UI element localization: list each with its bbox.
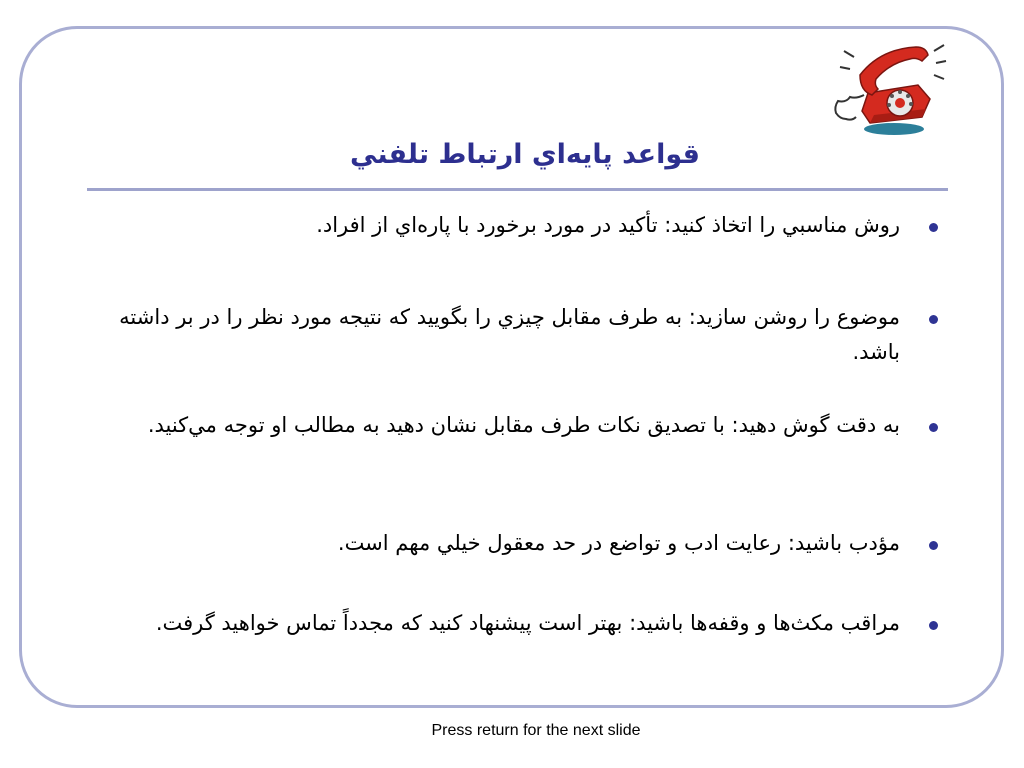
bullet-dot-icon [929,621,938,630]
red-rotary-telephone-icon [830,35,948,140]
bullet-dot-icon [929,423,938,432]
title-divider [87,188,948,191]
bullet-text: مؤدب باشيد: رعايت ادب و تواضع در حد معقول خيلي مهم است. [337,531,900,555]
bullet-text: روش مناسبي را اتخاذ كنيد: تأكيد در مورد برخورد با پاره‌اي از افراد. [316,213,900,237]
bullet-text: مراقب مكث‌ها و وقفه‌ها باشيد: بهتر است پيشنهاد كنيد كه مجدداً تماس خواهيد گرفت. [155,611,900,635]
footer-hint: Press return for the next slide [431,722,641,739]
bullet-dot-icon [929,541,938,550]
bullet-text: به دقت گوش دهيد: با تصديق نكات طرف مقابل نشان دهيد به مطالب او توجه مي‌كنيد. [147,413,900,437]
bullet-dot-icon [929,315,938,324]
slide-title: قواعد پايه‌اي ارتباط تلفني [350,139,700,170]
bullet-dot-icon [929,223,938,232]
bullet-text: موضوع را روشن سازيد: به طرف مقابل چيزي را بگوييد كه نتيجه مورد نظر را در بر داشته باشد. [119,305,900,364]
